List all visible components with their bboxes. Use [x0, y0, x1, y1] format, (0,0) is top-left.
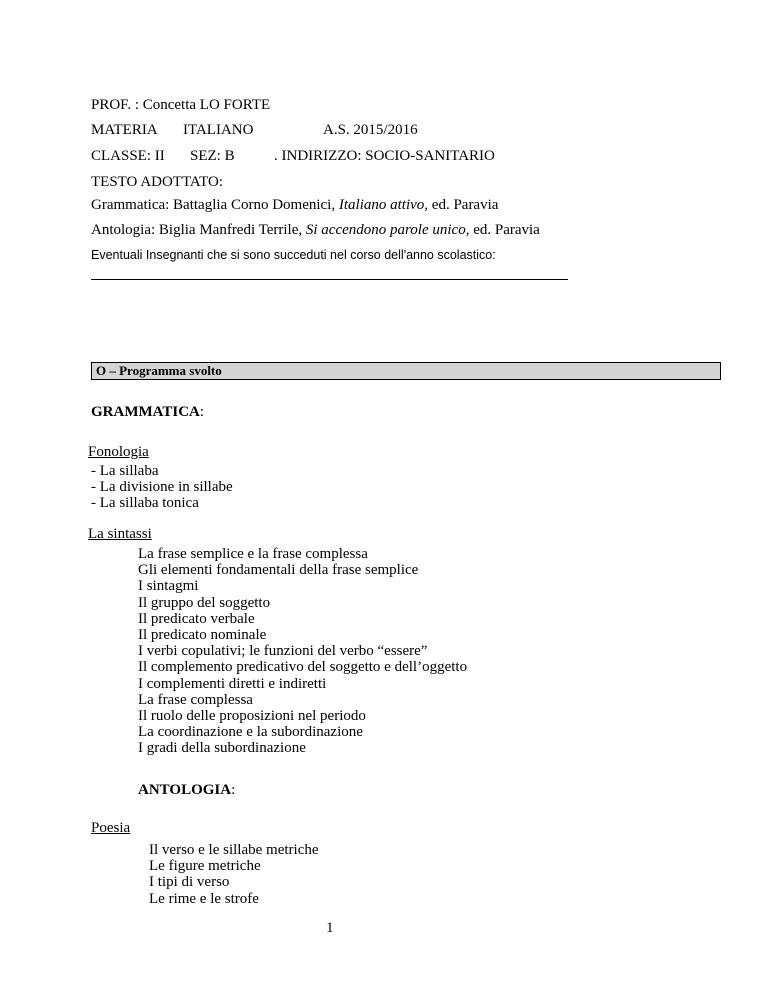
grammar-textbook: [91, 197, 498, 214]
class-label: CLASSE: II: [91, 148, 165, 164]
grammar-heading: [91, 404, 204, 421]
poetry-list: [149, 842, 319, 907]
anthology-textbook-authors: Antologia: Biglia Manfredi Terrile,: [91, 222, 306, 238]
list-item: Le figure metriche: [149, 858, 261, 875]
fill-in-line: [91, 279, 568, 280]
teacher-line: PROF. : Concetta LO FORTE: [91, 97, 271, 113]
syntax-list: [138, 546, 467, 757]
subject-label: MATERIA: [91, 122, 158, 138]
grammar-heading-text: GRAMMATICA: [91, 404, 200, 420]
page-number: 1: [326, 920, 334, 936]
anthology-textbook-publisher: , ed. Paravia: [465, 222, 540, 238]
anthology-heading-text: ANTOLOGIA: [138, 782, 232, 798]
track-label: . INDIRIZZO: SOCIO-SANITARIO: [274, 148, 495, 164]
teachers-note: Eventuali Insegnanti che si sono succeduti nel corso dell'anno scolastico:: [91, 248, 496, 262]
list-item: I tipi di verso: [149, 874, 230, 891]
list-item: I complementi diretti e indiretti: [138, 675, 327, 692]
list-item: I verbi copulativi; le funzioni del verbo “essere”: [138, 643, 428, 660]
grammar-textbook-publisher: , ed. Paravia: [424, 197, 499, 213]
list-item: La frase complessa: [138, 691, 253, 708]
poetry-title: Poesia: [91, 820, 131, 836]
list-item: Il complemento predicativo del soggetto e dell’oggetto: [138, 659, 468, 676]
list-item: I gradi della subordinazione: [138, 740, 306, 757]
subject-value: ITALIANO: [183, 122, 254, 138]
syntax-title: La sintassi: [88, 526, 152, 542]
section-title-box: [91, 362, 721, 380]
school-year: A.S. 2015/2016: [323, 122, 418, 138]
list-item: - La sillaba: [91, 463, 159, 479]
list-item: - La sillaba tonica: [91, 495, 199, 512]
list-item: La frase semplice e la frase complessa: [138, 546, 368, 562]
list-item: Il gruppo del soggetto: [138, 594, 271, 611]
phonology-list: [91, 463, 233, 512]
list-item: Il predicato nominale: [138, 627, 267, 644]
anthology-textbook-title: Si accendono parole unico: [305, 222, 466, 238]
list-item: Le rime e le strofe: [149, 890, 259, 907]
list-item: Il ruolo delle proposizioni nel periodo: [138, 708, 366, 725]
grammar-textbook-title: Italiano attivo: [338, 197, 425, 213]
list-item: - La divisione in sillabe: [91, 479, 233, 496]
anthology-heading-colon: :: [231, 782, 236, 798]
grammar-textbook-authors: Grammatica: Battaglia Corno Domenici,: [91, 197, 339, 213]
list-item: La coordinazione e la subordinazione: [138, 724, 363, 741]
list-item: Il predicato verbale: [138, 610, 255, 627]
grammar-heading-colon: :: [199, 404, 205, 420]
section-title: O – Programma svolto: [96, 363, 222, 378]
list-item: I sintagmi: [138, 578, 199, 595]
list-item: Gli elementi fondamentali della frase semplice: [138, 562, 419, 579]
anthology-textbook: [91, 222, 540, 239]
textbook-heading: TESTO ADOTTATO:: [91, 174, 223, 190]
anthology-heading: [138, 782, 235, 799]
list-item: Il verso e le sillabe metriche: [149, 842, 319, 858]
section-label: SEZ: B: [190, 148, 235, 164]
phonology-title: Fonologia: [88, 444, 149, 460]
